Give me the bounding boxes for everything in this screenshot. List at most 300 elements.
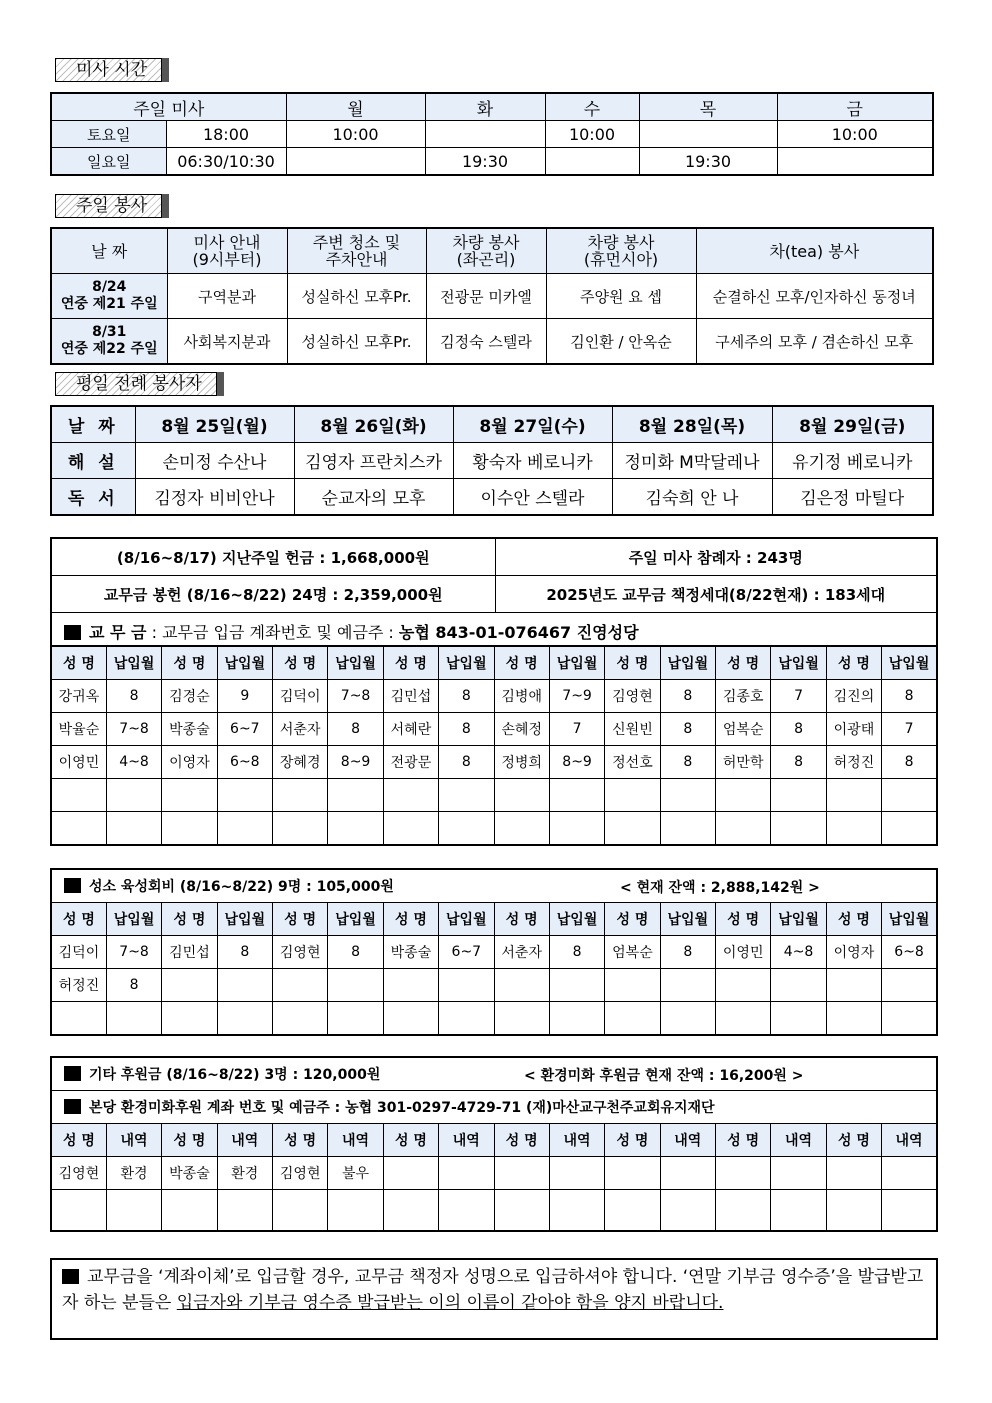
month-cell (549, 1157, 604, 1190)
month-cell: 8 (882, 746, 937, 779)
month-cell (328, 812, 383, 846)
header-cell: 납입월 (882, 646, 937, 680)
month-cell: 8 (660, 936, 715, 969)
name-cell (826, 812, 881, 846)
seminary-fund-title-text: 성소 육성회비 (8/16~8/22) 9명 : 105,000원 (89, 879, 394, 895)
header-cell: 금 (777, 93, 933, 121)
environment-account (51, 1091, 937, 1124)
name-cell: 허정진 (826, 746, 881, 779)
name-cell (605, 1190, 660, 1232)
header-cell: 납입월 (439, 903, 494, 936)
month-cell: 8~9 (549, 746, 604, 779)
month-cell (882, 779, 937, 812)
time-cell (639, 121, 777, 148)
service-cell: 김인환 / 안옥순 (546, 319, 696, 365)
service-cell: 순결하신 모후/인자하신 동정녀 (696, 274, 933, 319)
name-cell (383, 779, 438, 812)
header-cell: 납입월 (771, 646, 826, 680)
table-row (51, 812, 937, 846)
name-cell: 허정진 (51, 969, 106, 1002)
service-cell: 성실하신 모후Pr. (287, 319, 426, 365)
name-cell: 김덕이 (51, 936, 106, 969)
section-label-mass-times (55, 58, 169, 82)
name-cell (162, 969, 217, 1002)
section-label-weekday-service (55, 372, 224, 396)
name-cell: 서춘자 (494, 936, 549, 969)
table-row (51, 148, 933, 176)
month-cell: 7 (771, 680, 826, 713)
name-cell: 김영현 (51, 1157, 106, 1190)
square-bullet-icon (62, 1269, 79, 1284)
month-cell: 7~8 (106, 936, 161, 969)
mass-times-table (50, 92, 934, 176)
square-bullet-icon (64, 1099, 81, 1114)
month-cell: 8 (660, 713, 715, 746)
month-cell: 9 (217, 680, 272, 713)
month-cell (328, 1002, 383, 1036)
service-cell: 구세주의 모후 / 겸손하신 모후 (696, 319, 933, 365)
table-row (51, 274, 933, 319)
month-cell (771, 779, 826, 812)
month-cell (771, 812, 826, 846)
header-cell: 납입월 (439, 646, 494, 680)
offering-summary-table (50, 537, 938, 651)
header-cell: 내역 (549, 1124, 604, 1157)
header-cell: 납입월 (106, 646, 161, 680)
header-cell: 미사 안내 (9시부터) (167, 228, 287, 274)
month-cell: 8 (771, 713, 826, 746)
table-row (51, 680, 937, 713)
name-cell: 신원빈 (605, 713, 660, 746)
header-cell: 납입월 (217, 646, 272, 680)
tithe-account-number: 농협 843-01-076467 진영성당 (398, 622, 639, 642)
notice-text: 교무금을 ‘계좌이체’로 입금할 경우, 교무금 책정자 성명으로 입금하셔야 합니다. ‘연말 기부금 영수증’을 발급받고자 하는 분들은 (62, 1267, 924, 1313)
month-cell (882, 1157, 937, 1190)
name-cell: 강귀옥 (51, 680, 106, 713)
square-bullet-icon (64, 625, 81, 640)
time-cell: 06:30/10:30 (166, 148, 286, 176)
notice-underlined-text: 입금자와 기부금 영수증 발급받는 이의 이름이 같아야 함을 양지 바랍니다. (176, 1293, 724, 1313)
volunteer-cell: 순교자의 모후 (294, 479, 453, 516)
name-cell: 서혜란 (383, 713, 438, 746)
name-cell (162, 1190, 217, 1232)
name-cell (273, 1002, 328, 1036)
month-cell: 8 (660, 746, 715, 779)
section-title: 미사 시간 (55, 58, 162, 82)
name-cell: 이영민 (716, 936, 771, 969)
header-cell: 납입월 (328, 646, 383, 680)
header-cell: 성 명 (494, 903, 549, 936)
name-cell (383, 812, 438, 846)
header-cell: 날 짜 (51, 406, 135, 443)
service-cell: 전광문 미카엘 (426, 274, 546, 319)
month-cell (439, 969, 494, 1002)
month-cell: 4~8 (771, 936, 826, 969)
name-cell: 장혜경 (273, 746, 328, 779)
header-cell: 성 명 (383, 903, 438, 936)
month-cell (106, 779, 161, 812)
header-cell: 내역 (217, 1124, 272, 1157)
header-cell: 성 명 (826, 646, 881, 680)
name-cell (383, 1002, 438, 1036)
name-cell: 이영민 (51, 746, 106, 779)
name-cell (826, 779, 881, 812)
month-cell (771, 1157, 826, 1190)
name-cell (605, 779, 660, 812)
month-cell: 7~8 (106, 713, 161, 746)
name-cell (716, 1002, 771, 1036)
header-cell: 목 (639, 93, 777, 121)
name-cell (605, 1157, 660, 1190)
name-cell: 전광문 (383, 746, 438, 779)
month-cell: 6~7 (439, 936, 494, 969)
month-cell (882, 1002, 937, 1036)
volunteer-cell: 손미정 수산나 (135, 443, 294, 479)
header-cell: 8월 29일(금) (772, 406, 933, 443)
other-donation-table (50, 1056, 938, 1232)
header-cell: 성 명 (162, 903, 217, 936)
month-cell (660, 1190, 715, 1232)
name-cell: 이영자 (162, 746, 217, 779)
date-cell: 8/31 연중 제22 주일 (51, 319, 167, 365)
title-row (51, 869, 937, 903)
name-cell (605, 1002, 660, 1036)
name-cell (273, 779, 328, 812)
header-cell: 납입월 (660, 903, 715, 936)
month-cell (106, 1002, 161, 1036)
month-cell (549, 1190, 604, 1232)
sunday-service-table (50, 227, 934, 365)
header-cell: 성 명 (51, 1124, 106, 1157)
header-cell: 내역 (882, 1124, 937, 1157)
header-cell: 성 명 (716, 1124, 771, 1157)
header-cell: 내역 (660, 1124, 715, 1157)
name-cell (51, 812, 106, 846)
name-cell: 박종술 (162, 713, 217, 746)
name-cell: 박종술 (383, 936, 438, 969)
name-cell (51, 779, 106, 812)
month-cell (882, 812, 937, 846)
name-cell: 허만학 (716, 746, 771, 779)
title-row (51, 1091, 937, 1124)
name-cell: 손혜정 (494, 713, 549, 746)
month-cell (106, 812, 161, 846)
name-cell (716, 779, 771, 812)
time-cell: 19:30 (425, 148, 545, 176)
header-cell: 성 명 (383, 646, 438, 680)
volunteer-cell: 김은정 마틸다 (772, 479, 933, 516)
name-cell (273, 812, 328, 846)
row-label: 독 서 (51, 479, 135, 516)
table-row (51, 1157, 937, 1190)
month-cell: 4~8 (106, 746, 161, 779)
title-row (51, 1057, 937, 1091)
header-cell: 화 (425, 93, 545, 121)
header-cell: 성 명 (273, 1124, 328, 1157)
name-cell: 김덕이 (273, 680, 328, 713)
name-cell (162, 812, 217, 846)
other-donation-title-text: 기타 후원금 (8/16~8/22) 3명 : 120,000원 (89, 1067, 381, 1083)
name-cell (605, 812, 660, 846)
table-row (51, 713, 937, 746)
seminary-fund-table (50, 868, 938, 1036)
name-cell (273, 969, 328, 1002)
table-row (51, 1002, 937, 1036)
table-row (51, 443, 933, 479)
month-cell (660, 779, 715, 812)
name-cell (826, 1190, 881, 1232)
name-cell (51, 1002, 106, 1036)
month-cell: 8 (882, 680, 937, 713)
month-cell (439, 812, 494, 846)
time-cell: 10:00 (286, 121, 425, 148)
header-cell: 성 명 (605, 1124, 660, 1157)
month-cell (328, 1190, 383, 1232)
month-cell (549, 1002, 604, 1036)
name-cell: 김경순 (162, 680, 217, 713)
name-cell: 김민섭 (383, 680, 438, 713)
tithe-total: 교무금 봉헌 (8/16~8/22) 24명 : 2,359,000원 (51, 576, 495, 613)
header-cell: 차량 봉사 (휴먼시아) (546, 228, 696, 274)
month-cell: 8~9 (328, 746, 383, 779)
header-row (51, 228, 933, 274)
month-cell (660, 1157, 715, 1190)
month-cell (439, 1190, 494, 1232)
month-cell: 8 (106, 680, 161, 713)
row-label: 토요일 (51, 121, 166, 148)
header-cell: 8월 28일(목) (612, 406, 772, 443)
other-donation-title (51, 1057, 937, 1091)
header-cell: 월 (286, 93, 425, 121)
month-cell: 6~8 (882, 936, 937, 969)
table-row (51, 936, 937, 969)
header-cell: 주변 청소 및 주차안내 (287, 228, 426, 274)
month-cell: 7 (882, 713, 937, 746)
name-cell (716, 812, 771, 846)
month-cell (882, 1190, 937, 1232)
header-cell: 성 명 (605, 903, 660, 936)
header-cell: 성 명 (383, 1124, 438, 1157)
month-cell (439, 779, 494, 812)
name-cell (826, 969, 881, 1002)
month-cell (217, 1190, 272, 1232)
month-cell (439, 1157, 494, 1190)
month-cell (217, 779, 272, 812)
name-cell (494, 1002, 549, 1036)
table-row (51, 121, 933, 148)
name-cell: 엄복순 (716, 713, 771, 746)
name-cell: 박종술 (162, 1157, 217, 1190)
time-cell: 18:00 (166, 121, 286, 148)
row-label: 해 설 (51, 443, 135, 479)
header-cell: 성 명 (51, 646, 106, 680)
header-cell: 성 명 (826, 1124, 881, 1157)
name-cell: 정선호 (605, 746, 660, 779)
header-row (51, 903, 937, 936)
name-cell: 이광태 (826, 713, 881, 746)
table-row (51, 779, 937, 812)
name-cell (162, 1002, 217, 1036)
name-cell (383, 1190, 438, 1232)
header-cell: 성 명 (494, 646, 549, 680)
name-cell (716, 1157, 771, 1190)
name-cell (494, 779, 549, 812)
month-cell: 7 (549, 713, 604, 746)
month-cell (328, 969, 383, 1002)
header-row (51, 1124, 937, 1157)
name-cell: 이영자 (826, 936, 881, 969)
name-cell (383, 1157, 438, 1190)
tithe-table (50, 645, 938, 846)
month-cell: 8 (439, 680, 494, 713)
name-cell (273, 1190, 328, 1232)
volunteer-cell: 정미화 M막달레나 (612, 443, 772, 479)
header-cell: 납입월 (217, 903, 272, 936)
name-cell: 엄복순 (605, 936, 660, 969)
header-cell: 납입월 (660, 646, 715, 680)
square-bullet-icon (64, 878, 81, 893)
header-cell: 차량 봉사 (좌곤리) (426, 228, 546, 274)
header-cell: 수 (545, 93, 639, 121)
header-cell: 납입월 (328, 903, 383, 936)
header-cell: 성 명 (162, 1124, 217, 1157)
header-cell: 성 명 (826, 903, 881, 936)
table-row (51, 1190, 937, 1232)
section-label-sunday-service (55, 194, 169, 218)
name-cell: 김영현 (273, 1157, 328, 1190)
header-cell: 주일 미사 (51, 93, 286, 121)
header-cell: 납입월 (106, 903, 161, 936)
volunteer-cell: 김정자 비비안나 (135, 479, 294, 516)
month-cell: 8 (660, 680, 715, 713)
time-cell (425, 121, 545, 148)
month-cell: 7~8 (328, 680, 383, 713)
month-cell: 6~7 (217, 713, 272, 746)
month-cell: 불우 (328, 1157, 383, 1190)
time-cell: 10:00 (777, 121, 933, 148)
month-cell: 7~9 (549, 680, 604, 713)
other-donation-title-balance: < 환경미화 후원금 현재 잔액 : 16,200원 > (524, 1068, 804, 1084)
header-cell: 납입월 (549, 903, 604, 936)
month-cell (660, 1002, 715, 1036)
name-cell (826, 1002, 881, 1036)
header-cell: 성 명 (605, 646, 660, 680)
service-cell: 김정숙 스텔라 (426, 319, 546, 365)
header-row (51, 93, 933, 121)
name-cell: 김민섭 (162, 936, 217, 969)
notice-box (50, 1258, 938, 1340)
header-cell: 성 명 (51, 903, 106, 936)
name-cell (162, 779, 217, 812)
service-cell: 사회복지분과 (167, 319, 287, 365)
header-cell: 납입월 (549, 646, 604, 680)
month-cell: 8 (106, 969, 161, 1002)
month-cell: 8 (439, 746, 494, 779)
name-cell (494, 812, 549, 846)
tithe-account-label: 교 무 금 (89, 622, 147, 642)
volunteer-cell: 황숙자 베로니카 (453, 443, 612, 479)
header-cell: 성 명 (273, 646, 328, 680)
header-cell: 납입월 (882, 903, 937, 936)
month-cell (217, 969, 272, 1002)
month-cell: 환경 (106, 1157, 161, 1190)
section-title: 주일 봉사 (55, 194, 162, 218)
time-cell (777, 148, 933, 176)
name-cell: 정병희 (494, 746, 549, 779)
time-cell: 10:00 (545, 121, 639, 148)
service-cell: 구역분과 (167, 274, 287, 319)
header-cell: 8월 25일(월) (135, 406, 294, 443)
name-cell (716, 969, 771, 1002)
name-cell: 김영현 (605, 680, 660, 713)
name-cell: 서춘자 (273, 713, 328, 746)
service-cell: 성실하신 모후Pr. (287, 274, 426, 319)
header-cell: 차(tea) 봉사 (696, 228, 933, 274)
name-cell (494, 1190, 549, 1232)
month-cell (549, 969, 604, 1002)
mass-attendance: 주일 미사 참례자 : 243명 (495, 538, 937, 576)
month-cell (771, 1190, 826, 1232)
month-cell (882, 969, 937, 1002)
table-row (51, 746, 937, 779)
seminary-fund-title-balance: < 현재 잔액 : 2,888,142원 > (620, 880, 820, 896)
volunteer-cell: 이수안 스텔라 (453, 479, 612, 516)
name-cell (605, 969, 660, 1002)
tithe-account-text: : 교무금 입금 계좌번호 및 예금주 : (146, 622, 399, 642)
name-cell (494, 1157, 549, 1190)
month-cell (771, 1002, 826, 1036)
month-cell: 8 (549, 936, 604, 969)
header-cell: 성 명 (494, 1124, 549, 1157)
square-bullet-icon (64, 1066, 81, 1081)
last-sunday-offering: (8/16~8/17) 지난주일 헌금 : 1,668,000원 (51, 538, 495, 576)
name-cell: 김영현 (273, 936, 328, 969)
name-cell: 김종호 (716, 680, 771, 713)
date-cell: 8/24 연중 제21 주일 (51, 274, 167, 319)
name-cell: 김진의 (826, 680, 881, 713)
month-cell (660, 812, 715, 846)
name-cell (826, 1157, 881, 1190)
time-cell: 19:30 (639, 148, 777, 176)
header-cell: 내역 (328, 1124, 383, 1157)
month-cell (771, 969, 826, 1002)
section-title: 평일 전례 봉사자 (55, 372, 217, 396)
header-row (51, 406, 933, 443)
name-cell (716, 1190, 771, 1232)
month-cell: 환경 (217, 1157, 272, 1190)
month-cell (217, 812, 272, 846)
header-cell: 성 명 (716, 646, 771, 680)
header-cell: 내역 (439, 1124, 494, 1157)
month-cell: 8 (328, 936, 383, 969)
weekday-service-table (50, 405, 934, 516)
time-cell (286, 148, 425, 176)
month-cell (549, 779, 604, 812)
volunteer-cell: 김숙희 안 나 (612, 479, 772, 516)
header-cell: 성 명 (273, 903, 328, 936)
month-cell: 6~8 (217, 746, 272, 779)
name-cell (494, 969, 549, 1002)
header-row (51, 646, 937, 680)
header-cell: 8월 26일(화) (294, 406, 453, 443)
table-row (51, 319, 933, 365)
month-cell (217, 1002, 272, 1036)
month-cell: 8 (328, 713, 383, 746)
header-cell: 납입월 (771, 903, 826, 936)
header-cell: 내역 (106, 1124, 161, 1157)
month-cell: 8 (439, 713, 494, 746)
header-cell: 성 명 (162, 646, 217, 680)
